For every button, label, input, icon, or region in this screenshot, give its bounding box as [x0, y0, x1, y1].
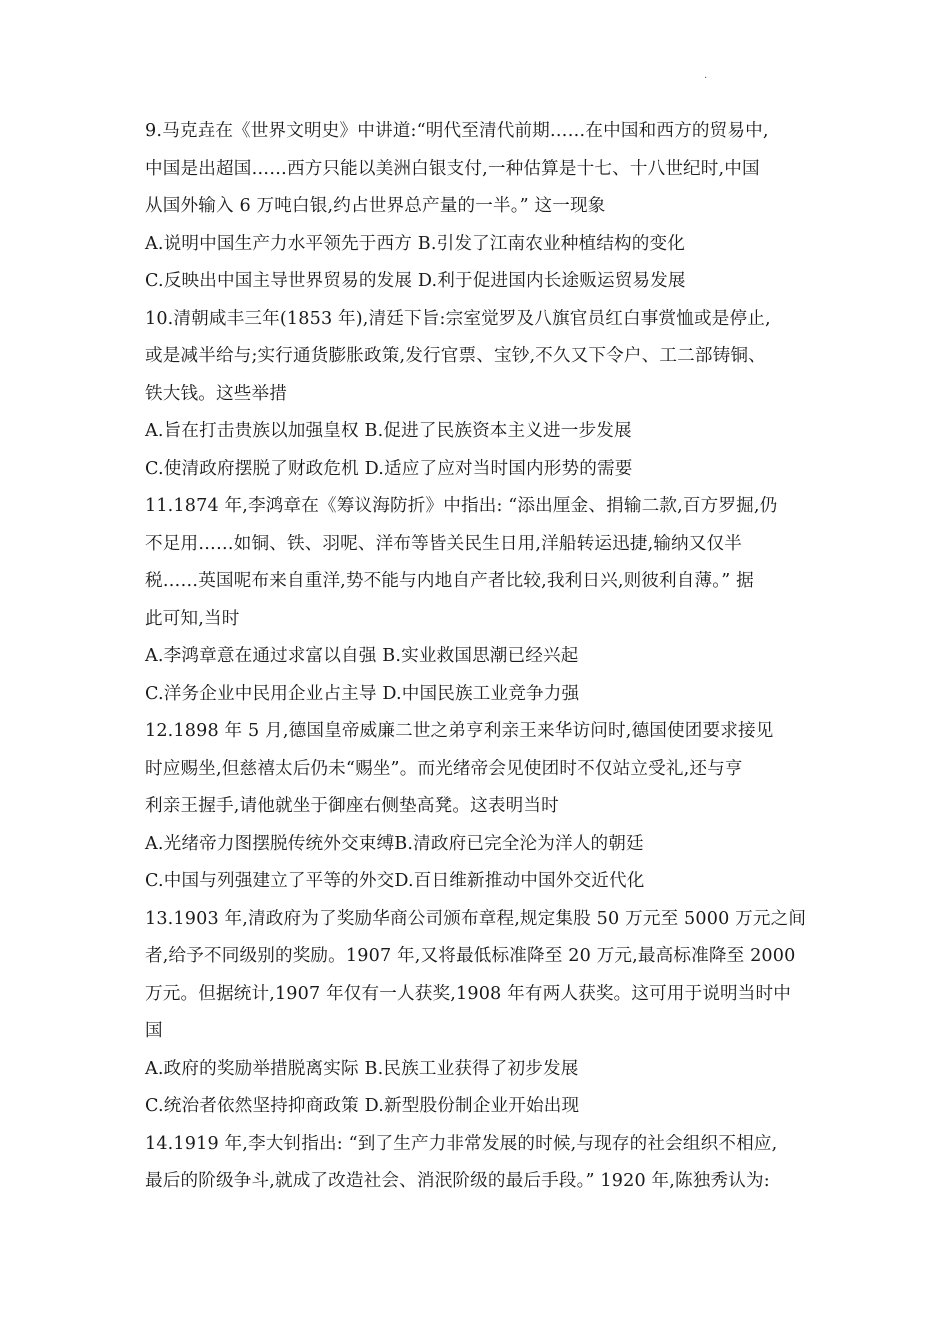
question-11-line-1: 11.1874 年,李鸿章在《筹议海防折》中指出: “添出厘金、捐输二款,百方罗掘,仍	[145, 496, 778, 516]
question-10-line-3: 铁大钱。这些举措	[145, 383, 287, 404]
question-11-line-3: 税……英国呢布来自重洋,势不能与内地自产者比较,我利日兴,则彼利自薄。” 据	[145, 571, 754, 591]
question-11-options-ab: A.李鸿章意在通过求富以自强 B.实业救国思潮已经兴起	[145, 646, 579, 666]
question-10-line-2: 或是减半给与;实行通货膨胀政策,发行官票、宝钞,不久又下令户、工二部铸铜、	[145, 346, 766, 366]
question-12-line-3: 利亲王握手,请他就坐于御座右侧垫高凳。这表明当时	[145, 796, 559, 816]
question-13-line-4: 国	[145, 1021, 163, 1041]
question-9-line-3: 从国外输入 6 万吨白银,约占世界总产量的一半。” 这一现象	[145, 196, 606, 216]
question-13-line-2: 者,给予不同级别的奖励。1907 年,又将最低标准降至 20 万元,最高标准降至 2000	[145, 946, 796, 966]
exam-text	[145, 113, 815, 1201]
question-13-options-ab: A.政府的奖励举措脱离实际 B.民族工业获得了初步发展	[145, 1058, 579, 1079]
question-11-options-cd: C.洋务企业中民用企业占主导 D.中国民族工业竞争力强	[145, 683, 580, 704]
question-9-line-2: 中国是出超国……西方只能以美洲白银支付,一种估算是十七、十八世纪时,中国	[145, 158, 760, 179]
page-mark: .	[704, 70, 708, 81]
question-12-line-2: 时应赐坐,但慈禧太后仍未“赐坐”。而光绪帝会见使团时不仅站立受礼,还与亨	[145, 758, 743, 779]
question-12-line-1: 12.1898 年 5 月,德国皇帝威廉二世之弟亨利亲王来华访问时,德国使团要求接见	[145, 721, 774, 741]
question-10-options-cd: C.使清政府摆脱了财政危机 D.适应了应对当时国内形势的需要	[145, 458, 633, 479]
question-10-line-1: 10.清朝咸丰三年(1853 年),清廷下旨:宗室觉罗及八旗官员红白事赏恤或是停止,	[145, 308, 771, 329]
question-10-options-ab: A.旨在打击贵族以加强皇权 B.促进了民族资本主义进一步发展	[145, 421, 632, 441]
question-12-options-ab: A.光绪帝力图摆脱传统外交束缚B.清政府已完全沦为洋人的朝廷	[145, 833, 644, 854]
question-11-line-2: 不足用……如铜、铁、羽呢、洋布等皆关民生日用,洋船转运迅捷,输纳又仅半	[145, 533, 743, 554]
question-9-options-cd: C.反映出中国主导世界贸易的发展 D.利于促进国内长途贩运贸易发展	[145, 271, 686, 291]
question-13-line-3: 万元。但据统计,1907 年仅有一人获奖,1908 年有两人获奖。这可用于说明当时中	[145, 983, 792, 1004]
question-9-options-ab: A.说明中国生产力水平领先于西方 B.引发了江南农业种植结构的变化	[145, 233, 685, 254]
question-13-line-1: 13.1903 年,清政府为了奖励华商公司颁布章程,规定集股 50 万元至 5000 万元之间	[145, 908, 807, 929]
question-12-options-cd: C.中国与列强建立了平等的外交D.百日维新推动中国外交近代化	[145, 871, 645, 891]
question-9-line-1: 9.马克垚在《世界文明史》中讲道:“明代至清代前期……在中国和西方的贸易中,	[145, 121, 769, 141]
question-14-line-1: 14.1919 年,李大钊指出: “到了生产力非常发展的时候,与现存的社会组织不相应,	[145, 1133, 778, 1154]
question-14-line-2: 最后的阶级争斗,就成了改造社会、消泯阶级的最后手段。” 1920 年,陈独秀认为:	[145, 1171, 770, 1191]
question-11-line-4: 此可知,当时	[145, 608, 240, 629]
question-13-options-cd: C.统治者依然坚持抑商政策 D.新型股份制企业开始出现	[145, 1096, 580, 1116]
